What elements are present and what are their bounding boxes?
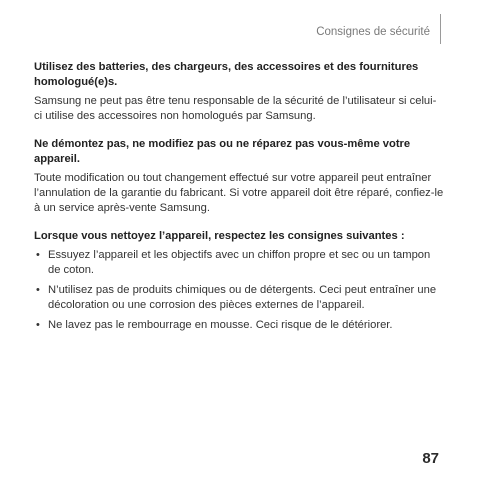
cleaning-bullet-list <box>34 248 444 333</box>
section-title-cleaning: Lorsque vous nettoyez l’appareil, respectez les consignes suivantes : <box>34 230 405 242</box>
header-divider <box>440 14 441 44</box>
list-item <box>34 248 444 278</box>
bullet-icon: • <box>36 249 40 261</box>
section-title-repair: Ne démontez pas, ne modifiez pas ou ne réparez pas vous-même votre appareil. <box>34 138 411 165</box>
section-title-accessories: Utilisez des batteries, des chargeurs, des accessoires et des fournitures homologué(e)s. <box>34 61 419 88</box>
page-number: 87 <box>422 450 439 467</box>
bullet-icon: • <box>36 284 40 296</box>
section-body-accessories: Samsung ne peut pas être tenu responsable de la sécurité de l’utilisateur si celui-ci utilise des accessoires non homologués par Samsung. <box>34 95 437 122</box>
header-title: Consignes de sécurité <box>316 26 430 38</box>
bullet-icon: • <box>36 319 40 331</box>
list-item <box>34 283 444 313</box>
page-content <box>34 60 444 338</box>
list-item <box>34 318 444 333</box>
section-body-repair: Toute modification ou tout changement effectué sur votre appareil peut entraîner l’annulation de la garantie du fabricant. Si votre appareil doit être réparé, confiez-le à un service après-vente Samsung. <box>34 172 444 214</box>
list-item-text: N’utilisez pas de produits chimiques ou de détergents. Ceci peut entraîner une décoloration ou une corrosion des pièces externes de l’appareil. <box>48 284 437 311</box>
list-item-text: Essuyez l’appareil et les objectifs avec un chiffon propre et sec ou un tampon de coton. <box>48 249 431 276</box>
list-item-text: Ne lavez pas le rembourrage en mousse. Ceci risque de le détériorer. <box>48 319 393 331</box>
